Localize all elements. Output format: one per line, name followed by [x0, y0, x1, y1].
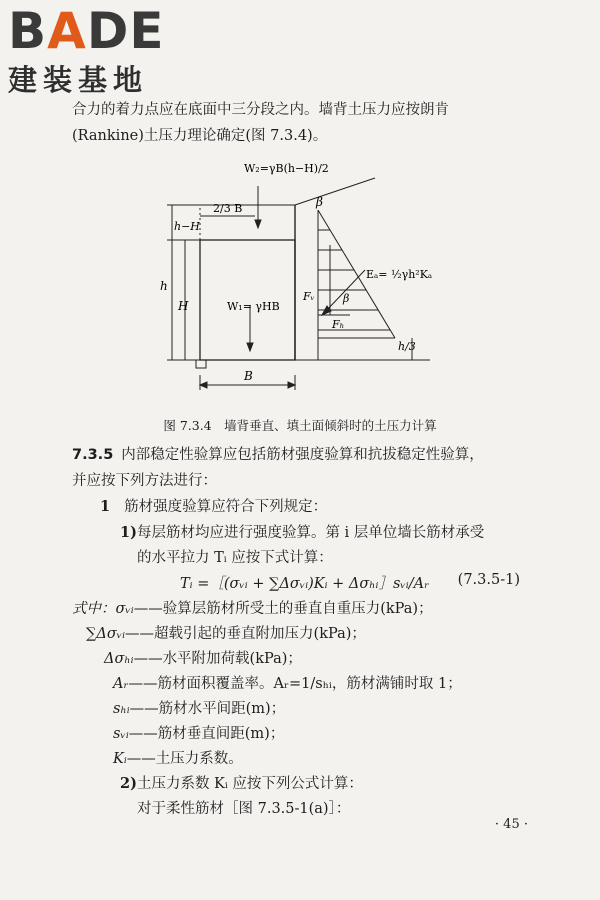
- fh-label: Fₕ: [332, 318, 345, 331]
- equation-row: [180, 572, 520, 593]
- h-label: h: [160, 279, 168, 293]
- logo-wordmark: BADE: [8, 2, 165, 60]
- definition-row: Δσₕᵢ——水平附加荷载(kPa)；: [104, 651, 302, 667]
- h3-label: h/3: [398, 340, 416, 353]
- sub-2-number: 2): [120, 775, 137, 792]
- two-thirds-b-label: 2/3 B: [213, 202, 243, 215]
- equation-formula: Tᵢ =［(σᵥᵢ + ∑Δσᵥᵢ)Kᵢ + Δσₕᵢ］sᵥᵢ/Aᵣ: [180, 576, 430, 592]
- definition-row: 式中：σᵥᵢ——验算层筋材所受土的垂直自重压力(kPa)；: [72, 601, 433, 617]
- definition-row: sᵥᵢ——筋材垂直间距(m)；: [113, 726, 285, 742]
- section-text-2: 并应按下列方法进行：: [72, 473, 217, 489]
- section-heading: [72, 443, 484, 464]
- w2-label: W₂=γB(h−H)/2: [244, 162, 329, 175]
- flexible-reinforcement-line: 对于柔性筋材［图 7.3.5-1(a)］：: [137, 801, 351, 817]
- beta-label-top: β: [316, 195, 323, 209]
- H-label: H: [178, 299, 189, 313]
- sub-1-number: 1): [120, 524, 137, 541]
- equation-number: (7.3.5-1): [457, 572, 520, 588]
- beta-label-mid: β: [343, 292, 350, 305]
- definition-row: ∑Δσᵥᵢ——超载引起的垂直附加压力(kPa)；: [86, 626, 366, 642]
- fv-label: Fᵥ: [303, 290, 315, 303]
- sub-1: [120, 521, 484, 542]
- item-1-number: 1: [100, 498, 111, 515]
- section-number: 7.3.5: [72, 447, 114, 463]
- item-1-text: 筋材强度验算应符合下列规定：: [124, 499, 328, 515]
- section-text-1: 内部稳定性验算应包括筋材强度验算和抗拔稳定性验算，: [121, 447, 484, 463]
- sub-1-text-2: 的水平拉力 Tᵢ 应按下式计算：: [137, 550, 333, 566]
- definition-row: Kᵢ——土压力系数。: [113, 751, 243, 767]
- h-minus-H-label: h−H: [174, 220, 200, 233]
- b-label: B: [244, 369, 253, 383]
- intro-line-1: 合力的着力点应在底面中三分段之内。墙背土压力应按朗肯: [72, 102, 449, 118]
- item-1: [100, 495, 327, 516]
- sub-2: [120, 772, 363, 793]
- intro-line-2: (Rankine)土压力理论确定(图 7.3.4)。: [72, 128, 328, 144]
- sub-2-text: 土压力系数 Kᵢ 应按下列公式计算：: [136, 776, 363, 792]
- definition-row: sₕᵢ——筋材水平间距(m)；: [113, 701, 286, 717]
- page-number: · 45 ·: [494, 817, 528, 832]
- definition-row: Aᵣ——筋材面积覆盖率。Aᵣ=1/sₕᵢ，筋材满铺时取 1；: [113, 676, 462, 692]
- logo-subtitle: 建装基地: [8, 63, 149, 97]
- sub-1-text-1: 每层筋材均应进行强度验算。第 i 层单位墙长筋材承受: [136, 525, 485, 541]
- figure-caption: 图 7.3.4 墙背垂直、填土面倾斜时的土压力计算: [163, 418, 437, 433]
- earth-pressure-figure: [0, 150, 600, 410]
- w1-label: W₁= γHB: [227, 300, 280, 313]
- logo: [8, 2, 165, 99]
- ea-label: Eₐ= ½γh²Kₐ: [366, 268, 433, 281]
